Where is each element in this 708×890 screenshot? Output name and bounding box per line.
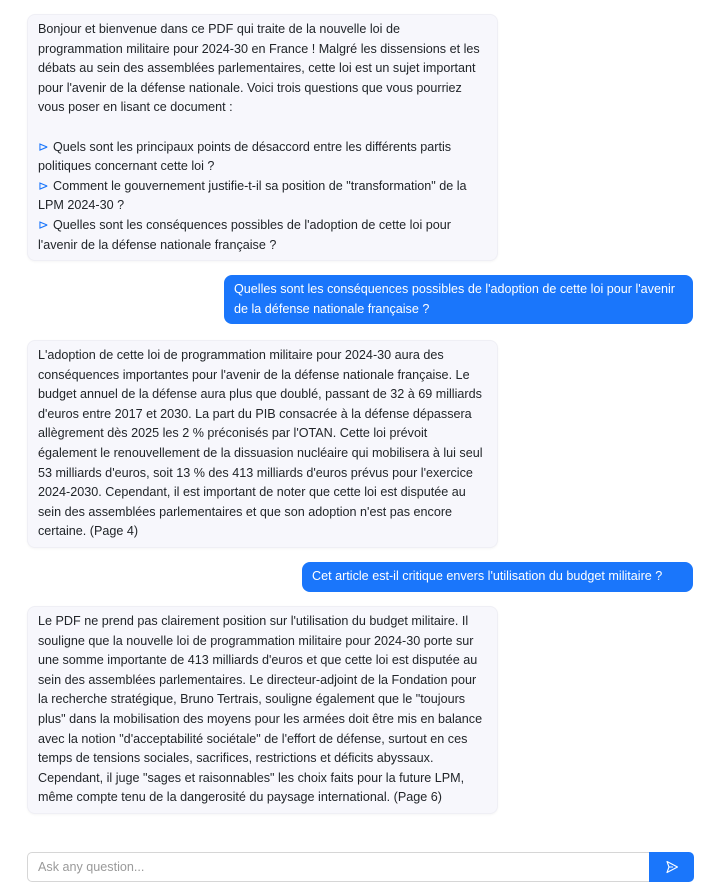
suggested-question[interactable] <box>38 138 487 177</box>
user-message-text: Quelles sont les conséquences possibles de l'adoption de cette loi pour l'avenir de la défense nationale française ? <box>234 282 675 316</box>
spacer <box>38 118 487 138</box>
assistant-message-text: L'adoption de cette loi de programmation militaire pour 2024-30 aura des conséquences importantes pour l'avenir de la défense nationale française. Le budget annuel de la défense aura plus que doublé, passant de 32 à 69 milliards d'euros entre 2017 et 2030. La part du PIB consacrée à la défense dépassera allègrement dès 2025 les 2 % préconisés par l'OTAN. Cette loi prévoit également le renouvellement de la dissuasion nucléaire qui mobilisera à lui seul 53 milliards d'euros, soit 13 % des 413 milliards d'euros prévus pour l'exercice 2024-2030. Cependant, il est important de noter que cette loi est disputée au sein des assemblées parlementaires et que son adoption n'est pas encore certaine. (Page 4) <box>38 348 483 539</box>
suggested-question-text: Comment le gouvernement justifie-t-il sa position de "transformation" de la LPM 2024-30 ? <box>38 178 467 213</box>
user-message-text: Cet article est-il critique envers l'utilisation du budget militaire ? <box>312 569 663 583</box>
suggested-question-text: Quels sont les principaux points de désaccord entre les différents partis politiques concernant cette loi ? <box>38 139 452 174</box>
assistant-message-welcome <box>27 14 498 261</box>
triangle-right-icon: ⊳ <box>38 217 49 232</box>
suggested-question[interactable] <box>38 216 487 255</box>
suggested-question[interactable] <box>38 177 487 216</box>
assistant-message <box>27 340 498 548</box>
welcome-intro: Bonjour et bienvenue dans ce PDF qui traite de la nouvelle loi de programmation militaire pour 2024-30 en France ! Malgré les dissensions et les débats au sein des assemblées parlementaires, cette loi est un sujet important pour l'avenir de la défense nationale. Voici trois questions que vous pourriez vous poser en lisant ce document : <box>38 22 480 115</box>
assistant-message-text: Le PDF ne prend pas clairement position sur l'utilisation du budget militaire. Il souligne que la nouvelle loi de programmation militaire pour 2024-30 porte sur une somme importante de 413 milliards d'euros et que cette loi est disputée au sein des assemblées parlementaires. Le directeur-adjoint de la Fondation pour la recherche stratégique, Bruno Tertrais, souligne également que le "toujours plus" dans la mobilisation des moyens pour les armées doit être mis en balance avec la notion "d'acceptabilité sociétale" de l'effort de défense, surtout en ces temps de tensions sociales, sacrifices, restrictions et déficits abyssaux. Cependant, il juge "sages et raisonnables" les choix faits pour la future LPM, même compte tenu de la dangerosité du paysage international. (Page 6) <box>38 614 483 805</box>
send-button[interactable] <box>649 852 694 882</box>
triangle-right-icon: ⊳ <box>38 178 49 193</box>
suggested-question-text: Quelles sont les conséquences possibles de l'adoption de cette loi pour l'avenir de la défense nationale française ? <box>38 217 451 252</box>
send-icon <box>665 860 679 874</box>
assistant-message <box>27 606 498 814</box>
composer <box>27 852 694 882</box>
user-message <box>224 275 693 324</box>
user-message <box>302 562 693 592</box>
question-input[interactable] <box>27 852 649 882</box>
triangle-right-icon: ⊳ <box>38 139 49 154</box>
